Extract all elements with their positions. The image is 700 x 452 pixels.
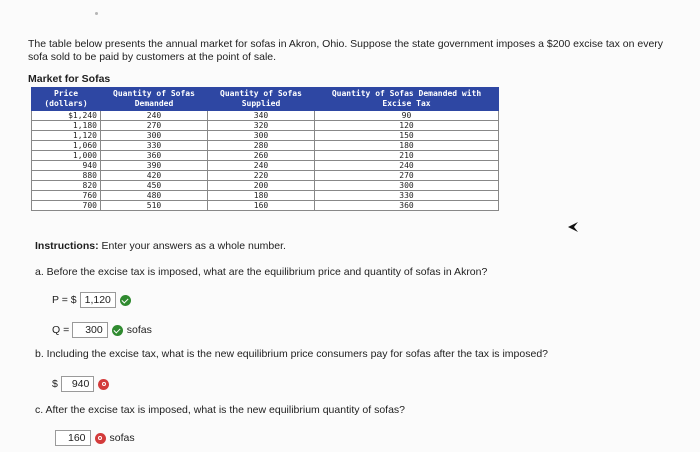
price-label: P = $ [52, 294, 77, 306]
table-row [32, 181, 499, 191]
cell-qty-demanded-tax: 330 [315, 191, 499, 201]
cell-price: 700 [32, 201, 101, 211]
cell-qty-supplied: 260 [208, 151, 315, 161]
price-answer-input[interactable]: 1,120 [80, 292, 116, 308]
cell-qty-demanded-tax: 360 [315, 201, 499, 211]
instructions [35, 240, 286, 252]
answer-a-price-row [52, 292, 135, 308]
consumer-price-answer-input[interactable]: 940 [61, 376, 95, 392]
cell-qty-demanded: 360 [101, 151, 208, 161]
cell-qty-demanded: 300 [101, 131, 208, 141]
table-row [32, 201, 499, 211]
cell-qty-demanded-tax: 180 [315, 141, 499, 151]
cell-qty-supplied: 160 [208, 201, 315, 211]
new-quantity-unit: sofas [109, 432, 135, 444]
cell-price: 1,120 [32, 131, 101, 141]
new-quantity-answer-input[interactable]: 160 [55, 430, 91, 446]
table-row [32, 151, 499, 161]
cell-qty-demanded: 330 [101, 141, 208, 151]
cell-qty-demanded: 480 [101, 191, 208, 201]
header-qty-demanded-tax: Quantity of Sofas Demanded with Excise Tax [315, 88, 499, 111]
correct-check-icon [120, 295, 131, 306]
cell-price: 1,000 [32, 151, 101, 161]
cell-qty-demanded-tax: 270 [315, 171, 499, 181]
cell-qty-supplied: 240 [208, 161, 315, 171]
question-b: b. Including the excise tax, what is the new equilibrium price consumers pay for sofas after the tax is imposed? [35, 348, 549, 360]
cell-price: $1,240 [32, 111, 101, 121]
cell-qty-supplied: 280 [208, 141, 315, 151]
question-a: a. Before the excise tax is imposed, what are the equilibrium price and quantity of sofas in Akron? [35, 266, 488, 278]
cell-price: 760 [32, 191, 101, 201]
mouse-cursor-icon [568, 222, 578, 232]
cell-qty-demanded: 270 [101, 121, 208, 131]
table-row [32, 141, 499, 151]
cell-qty-supplied: 200 [208, 181, 315, 191]
cell-qty-demanded: 420 [101, 171, 208, 181]
cell-qty-supplied: 320 [208, 121, 315, 131]
quantity-unit: sofas [126, 324, 152, 336]
instructions-text: Enter your answers as a whole number. [98, 240, 286, 252]
cell-qty-demanded-tax: 150 [315, 131, 499, 141]
cell-qty-demanded-tax: 240 [315, 161, 499, 171]
table-title: Market for Sofas [28, 73, 111, 85]
cell-price: 940 [32, 161, 101, 171]
cell-price: 820 [32, 181, 101, 191]
cell-qty-demanded-tax: 300 [315, 181, 499, 191]
header-qty-demanded: Quantity of Sofas Demanded [101, 88, 208, 111]
header-qty-supplied: Quantity of Sofas Supplied [208, 88, 315, 111]
cell-price: 1,180 [32, 121, 101, 131]
dollar-prefix: $ [52, 378, 58, 390]
answer-b-row [52, 376, 113, 392]
decorative-dot [95, 12, 98, 15]
cell-qty-supplied: 340 [208, 111, 315, 121]
correct-check-icon [112, 325, 123, 336]
cell-price: 880 [32, 171, 101, 181]
table-row [32, 191, 499, 201]
cell-qty-demanded-tax: 90 [315, 111, 499, 121]
cell-qty-demanded: 240 [101, 111, 208, 121]
cell-qty-supplied: 220 [208, 171, 315, 181]
incorrect-icon [98, 379, 109, 390]
answer-c-row [52, 430, 135, 446]
header-price: Price (dollars) [32, 88, 101, 111]
table-row [32, 171, 499, 181]
cell-qty-demanded-tax: 210 [315, 151, 499, 161]
cell-qty-supplied: 180 [208, 191, 315, 201]
cell-qty-demanded: 450 [101, 181, 208, 191]
cell-qty-supplied: 300 [208, 131, 315, 141]
cell-qty-demanded-tax: 120 [315, 121, 499, 131]
market-table [31, 87, 499, 211]
question-c: c. After the excise tax is imposed, what is the new equilibrium quantity of sofas? [35, 404, 406, 416]
problem-intro: The table below presents the annual market for sofas in Akron, Ohio. Suppose the state government imposes a $200 excise tax on every sofa sold to be paid by customers at the point of sale. [28, 38, 664, 63]
table-row [32, 131, 499, 141]
answer-a-quantity-row [52, 322, 152, 338]
quantity-label: Q = [52, 324, 70, 336]
cell-qty-demanded: 390 [101, 161, 208, 171]
instructions-label: Instructions: [35, 240, 99, 252]
table-row [32, 161, 499, 171]
cell-price: 1,060 [32, 141, 101, 151]
cell-qty-demanded: 510 [101, 201, 208, 211]
table-row [32, 111, 499, 121]
incorrect-icon [95, 433, 106, 444]
quantity-answer-input[interactable]: 300 [72, 322, 108, 338]
market-table-body [32, 111, 499, 211]
table-row [32, 121, 499, 131]
